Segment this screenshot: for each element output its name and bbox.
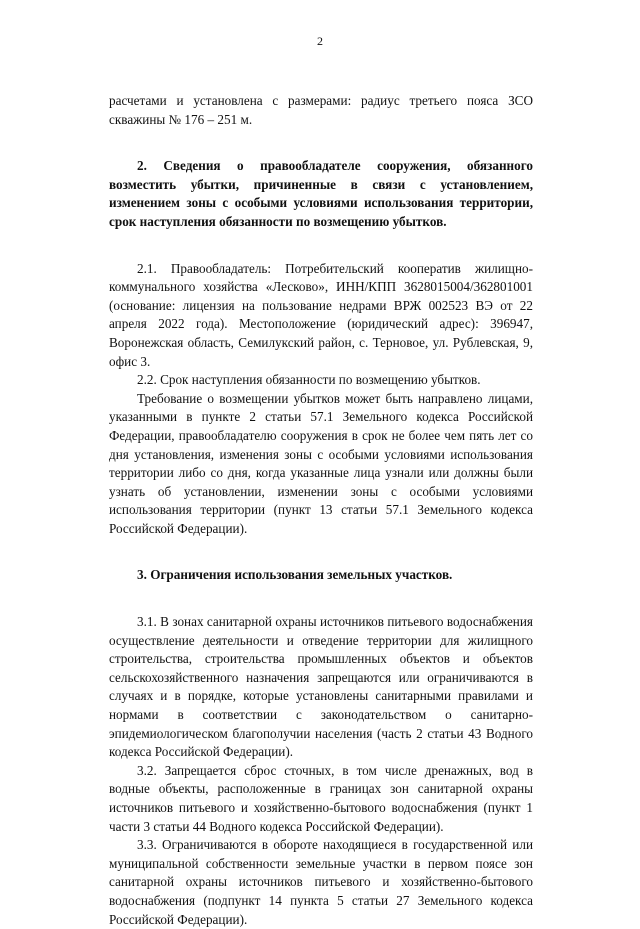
- section-2-paragraph-3: Требование о возмещении убытков может быть направлено лицами, указанными в пункте 2 статьи 57.1 Земельного кодекса Российской Федерации, правообладателю сооружения в срок не более чем пять лет со дня установления, изменения зоны с особыми условиями использования территории либо со дня, когда указанные лица узнали или должны были узнать об установлении, изменении зоны с особыми условиями использования территории (пункт 13 статьи 57.1 Земельного кодекса Российской Федерации).: [109, 390, 533, 536]
- document-body: [109, 92, 533, 929]
- section-2-paragraph-1: 2.1. Правообладатель: Потребительский кооператив жилищно-коммунального хозяйства «Лесково», ИНН/КПП 3628015004/362801001 (основание: лицензия на пользование недрами ВРЖ 002523 ВЭ от 22 апреля 2022 года). Местоположение (юридический адрес): 396947, Воронежская область, Семилукский район, с. Терновое, ул. Рублевская, 9, офис 3.: [109, 260, 533, 369]
- page-number: 2: [317, 34, 323, 48]
- section-2-paragraph-2: 2.2. Срок наступления обязанности по возмещению убытков.: [137, 372, 481, 388]
- section-3-paragraph-2: 3.2. Запрещается сброс сточных, в том числе дренажных, вод в водные объекты, расположенные в границах зон санитарной охраны источников питьевого и хозяйственно-бытового водоснабжения (пункт 1 части 3 статьи 44 Водного кодекса Российской Федерации).: [109, 762, 533, 834]
- section-3-title: 3. Ограничения использования земельных участков.: [137, 567, 453, 583]
- section-3-paragraph-1: 3.1. В зонах санитарной охраны источников питьевого водоснабжения осуществление деятельности и отведение территории для жилищного строительства, строительства промышленных объектов и объектов сельскохозяйственного назначения запрещаются или ограничиваются в случаях и в порядке, которые установлены санитарными правилами и нормами в соответствии с законодательством о санитарно-эпидемиологическом благополучии населения (часть 2 статьи 43 Водного кодекса Российской Федерации).: [109, 614, 533, 760]
- section-2-title: 2. Сведения о правообладателе сооружения, обязанного возместить убытки, причиненные в связи с установлением, изменением зоны с особыми условиями использования территории, срок наступления обязанности по возмещению убытков.: [109, 158, 533, 229]
- lead-paragraph: расчетами и установлена с размерами: радиус третьего пояса ЗСО скважины № 176 – 251 м.: [109, 93, 533, 127]
- section-3-paragraph-3: 3.3. Ограничиваются в обороте находящиеся в государственной или муниципальной собственности земельные участки в первом поясе зон санитарной охраны источников питьевого и хозяйственно-бытового водоснабжения (подпункт 14 пункта 5 статьи 27 Земельного кодекса Российской Федерации).: [109, 837, 533, 927]
